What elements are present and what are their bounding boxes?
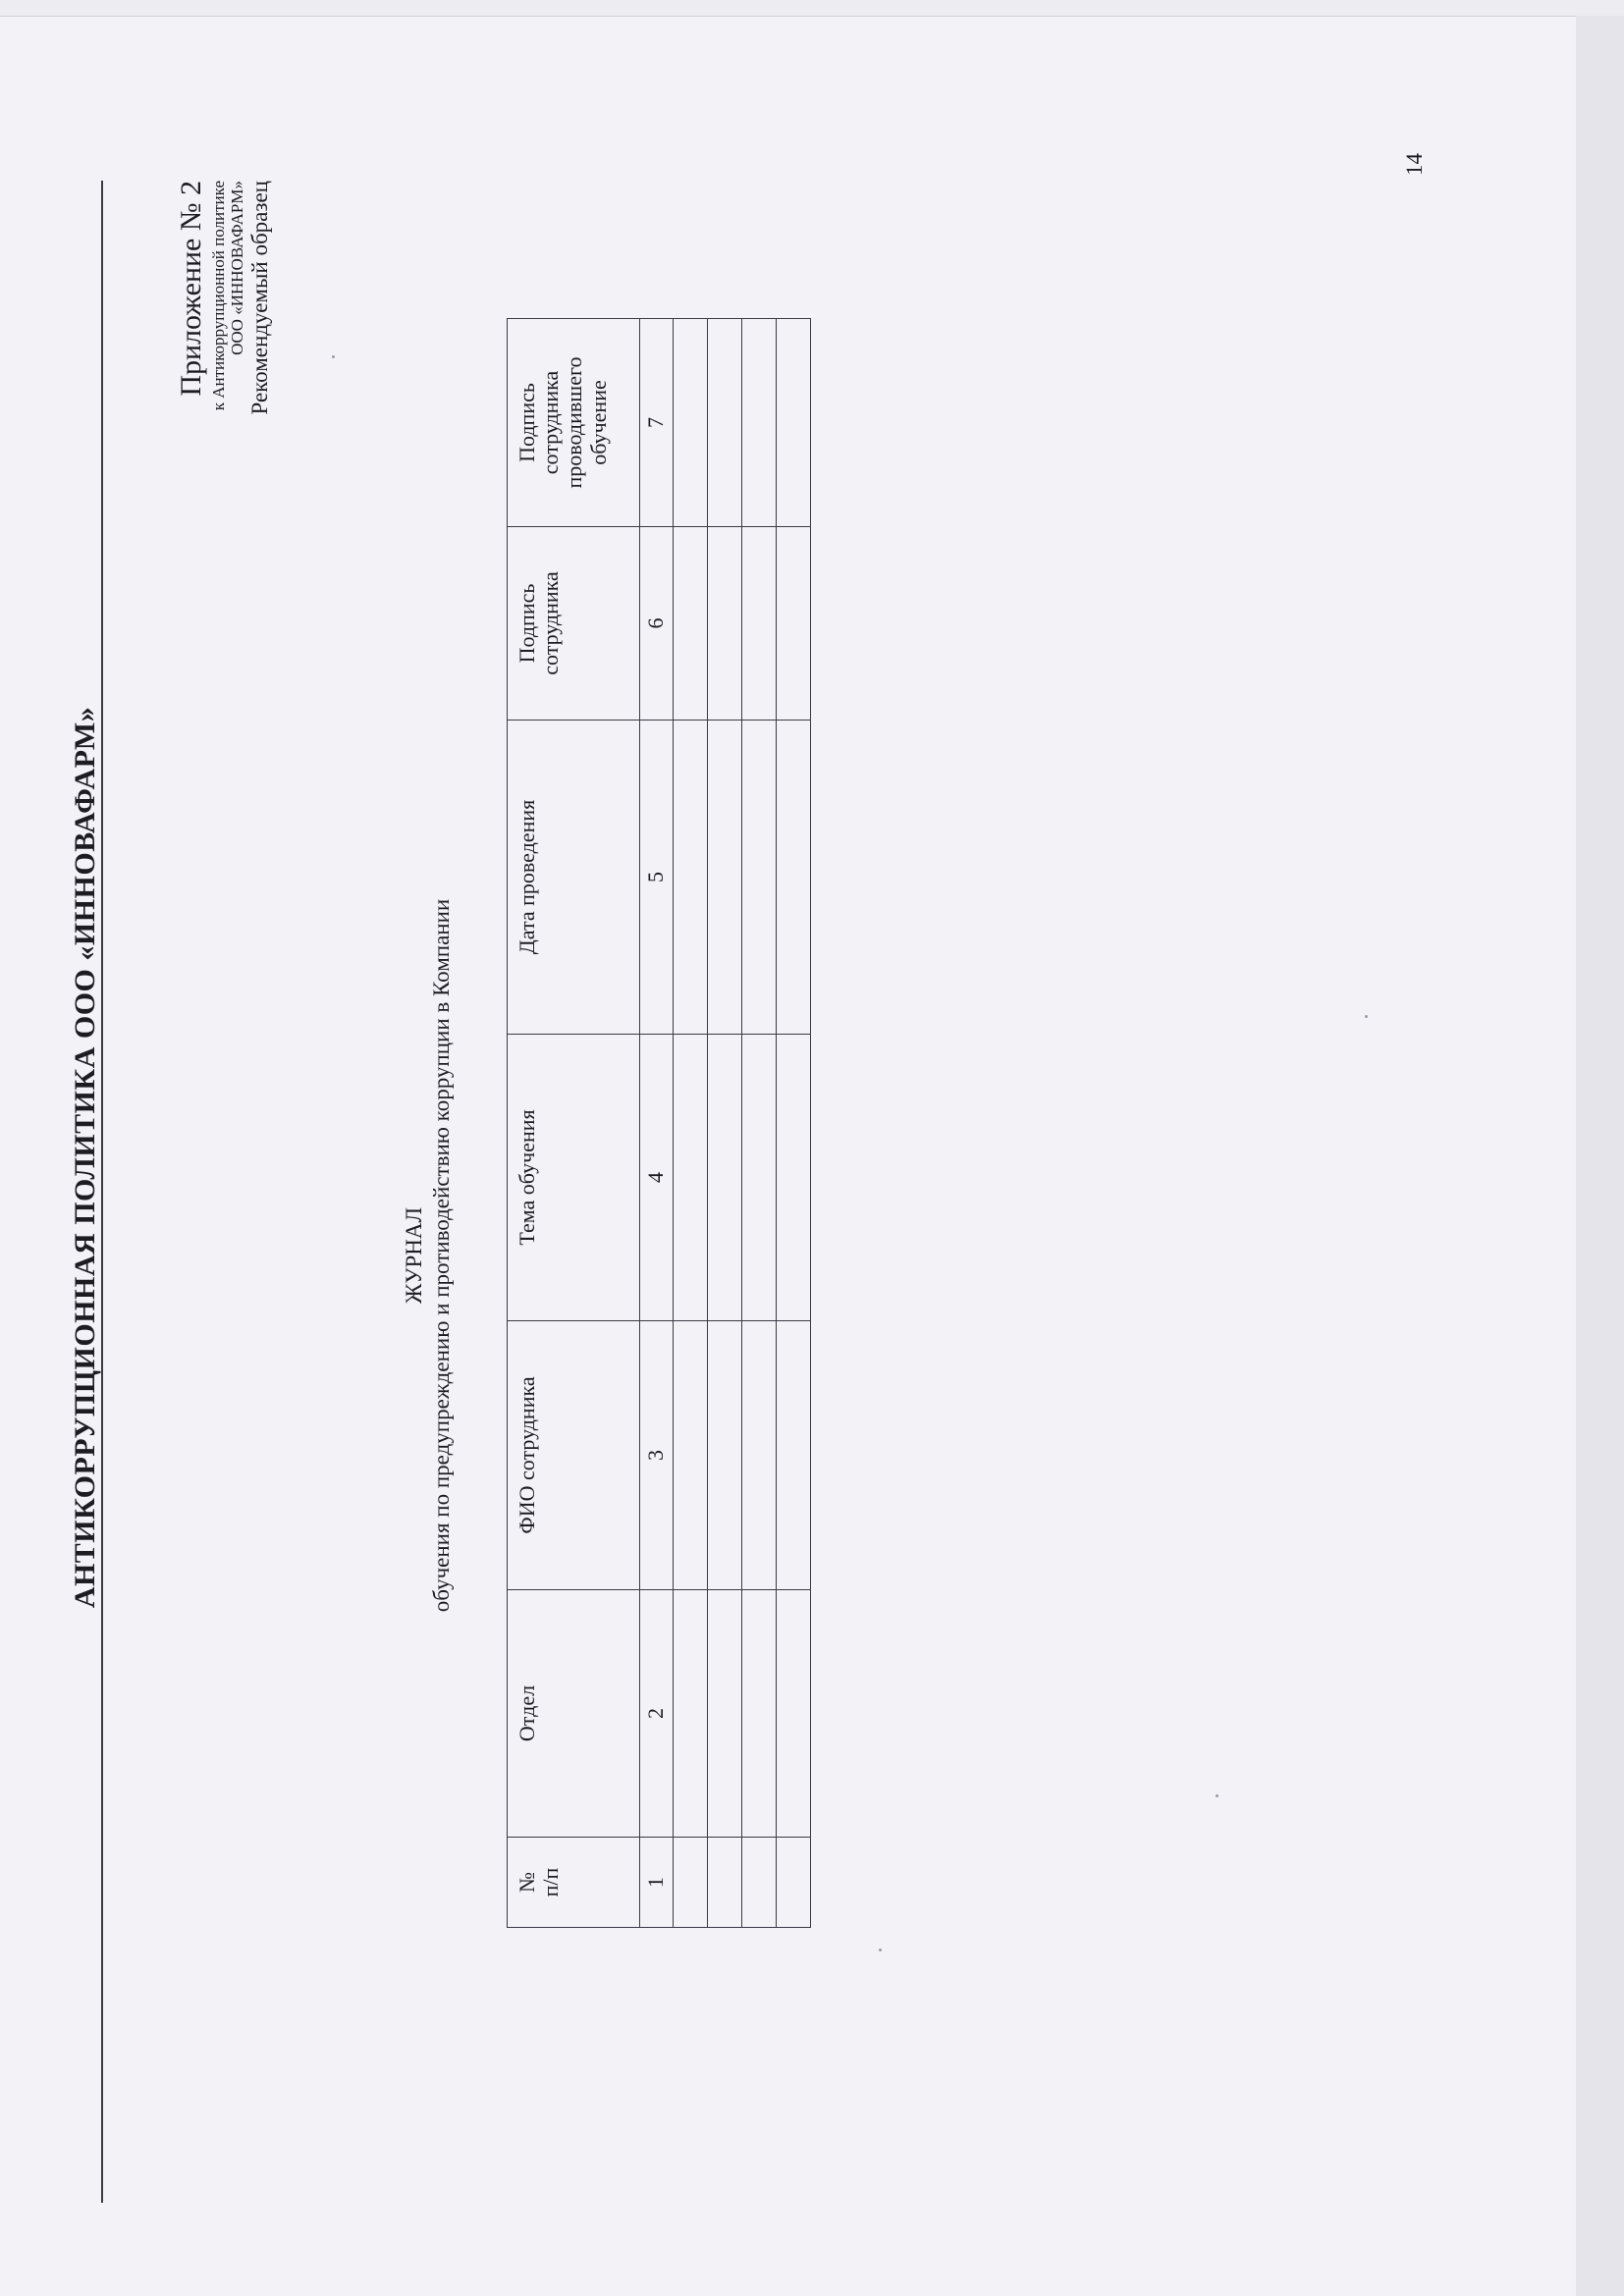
table-row — [742, 319, 777, 1928]
table-cell[interactable] — [708, 527, 742, 721]
table-row — [777, 319, 811, 1928]
table-number-row — [640, 319, 674, 1928]
table-cell[interactable] — [742, 1035, 777, 1321]
table-cell[interactable] — [674, 319, 708, 527]
table-cell[interactable] — [674, 1035, 708, 1321]
table-cell[interactable] — [708, 1035, 742, 1321]
table-cell[interactable] — [708, 1590, 742, 1838]
table-cell[interactable] — [777, 1838, 811, 1928]
page-number: 14 — [1402, 153, 1427, 176]
table-cell[interactable] — [742, 721, 777, 1035]
table-cell[interactable] — [674, 527, 708, 721]
table-cell[interactable] — [674, 1321, 708, 1590]
table-cell[interactable] — [742, 1838, 777, 1928]
table-header-cell: № п/п — [508, 1838, 640, 1928]
appendix-block — [175, 181, 273, 725]
table-column-number: 7 — [640, 319, 674, 527]
table-cell[interactable] — [742, 1590, 777, 1838]
table-cell[interactable] — [708, 319, 742, 527]
table-cell[interactable] — [777, 319, 811, 527]
table-row — [708, 319, 742, 1928]
table-column-number: 4 — [640, 1035, 674, 1321]
header-rule — [101, 181, 103, 2203]
table-column-number: 6 — [640, 527, 674, 721]
table-cell[interactable] — [674, 1838, 708, 1928]
table-cell[interactable] — [674, 1590, 708, 1838]
table-row — [674, 319, 708, 1928]
table-header-cell: Тема обучения — [508, 1035, 640, 1321]
table-column-number: 5 — [640, 721, 674, 1035]
appendix-title: Приложение № 2 — [175, 181, 207, 397]
journal-title: ЖУРНАЛ — [402, 1206, 426, 1305]
table-header-cell: Отдел — [508, 1590, 640, 1838]
table-cell[interactable] — [777, 527, 811, 721]
table-cell[interactable] — [777, 721, 811, 1035]
journal-subtitle: обучения по предупреждению и противодействию коррупции в Компании — [428, 898, 454, 1613]
table-column-number: 3 — [640, 1321, 674, 1590]
table-cell[interactable] — [777, 1590, 811, 1838]
table-cell[interactable] — [742, 319, 777, 527]
appendix-line: ООО «ИННОВАФАРМ» — [228, 181, 247, 355]
appendix-line: к Антикоррупционной политике — [208, 181, 228, 411]
table-cell[interactable] — [708, 1321, 742, 1590]
table-cell[interactable] — [742, 527, 777, 721]
table-cell[interactable] — [777, 1321, 811, 1590]
journal-title-block — [401, 686, 455, 1825]
table-header-row — [508, 319, 640, 1928]
table-cell[interactable] — [777, 1035, 811, 1321]
table-header-cell: Подпись сотрудника проводившего обучение — [508, 319, 640, 527]
journal-table — [507, 318, 811, 1928]
table-cell[interactable] — [742, 1321, 777, 1590]
table-header-cell: Дата проведения — [508, 721, 640, 1035]
appendix-sample-note: Рекомендуемый образец — [246, 181, 272, 415]
table-cell[interactable] — [708, 1838, 742, 1928]
table-column-number: 1 — [640, 1838, 674, 1928]
table-cell[interactable] — [708, 721, 742, 1035]
table-header-cell: ФИО сотрудника — [508, 1321, 640, 1590]
document-header: АНТИКОРРУПЦИОННАЯ ПОЛИТИКА ООО «ИННОВАФАРМ» — [69, 706, 101, 1609]
table-header-cell: Подпись сотрудника — [508, 527, 640, 721]
table-column-number: 2 — [640, 1590, 674, 1838]
table-cell[interactable] — [674, 721, 708, 1035]
